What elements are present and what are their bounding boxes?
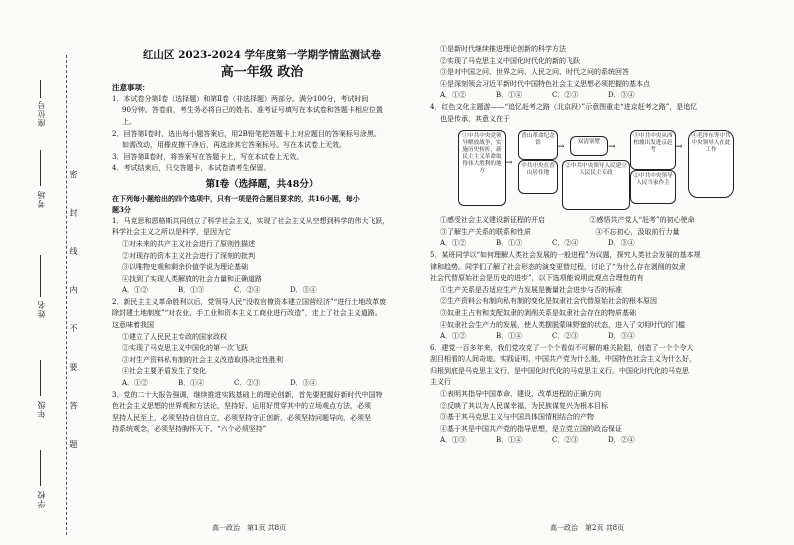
notes-line: 90分钟。答卷前，考生务必将自己的姓名、准考证号填写在本试卷和答题卡相应位置 xyxy=(122,106,383,115)
question-stem: 归根到底是马克思主义行，是中国化时代化的马克思主义行。中国化时代化的马克思 xyxy=(430,366,689,375)
question-6 xyxy=(430,343,785,447)
section-1-intro: 在下列每小题给出的四个选项中，只有一项是符合题目要求的，共16小题，每小 xyxy=(112,193,360,203)
grade-line xyxy=(40,360,41,396)
diagram-box-3: 双清别墅 xyxy=(570,136,608,156)
notes-line: 2．回答第Ⅰ卷时，选出每小题答案后，用2B铅笔把答题卡上对应题目的答案标号涂黑。 xyxy=(112,129,381,138)
statement-item: ③是对中国之问、世界之问、人民之问、时代之问的系统回答 xyxy=(440,68,629,77)
question-1 xyxy=(112,216,412,297)
question-stem: 色社会主义思想的世界观和方法论，坚持好、运用好贯穿其中的立场观点方法，必须 xyxy=(112,402,371,411)
statement-item: ①感受社会主义建设新征程的开启 xyxy=(440,216,545,225)
option-c[interactable]: C．②④ xyxy=(234,286,261,295)
grade-label: 年级 xyxy=(37,400,46,418)
statement-item: ②反映了其以为人民谋幸福，为民族谋复兴为根本目标 xyxy=(440,401,608,410)
page-2-footer: 高一政治 第2页 共8页 xyxy=(550,524,625,533)
option-d[interactable]: D．③④ xyxy=(608,332,635,341)
section-1-title: 第Ⅰ卷（选择题，共48分） xyxy=(205,178,319,190)
notes-line: 如需改动，用橡皮擦干净后，再选涂其它答案标号。写在本试卷上无效。 xyxy=(122,141,346,150)
statement-item: ②实现了马克思主义中国化的第一次飞跃 xyxy=(122,344,248,353)
option-b[interactable]: B．①④ xyxy=(496,332,523,341)
question-stem: 5．某班同学以“如何理解人类社会发展的一般进程”为议题，探究人类社会发展的基本规 xyxy=(430,250,701,259)
name-line xyxy=(40,255,41,297)
notes-line: 1．本试卷分第Ⅰ卷（选择题）和第Ⅱ卷（非选择题）两部分。满分100分，考试时间 xyxy=(112,94,369,103)
statement-item: ④基于其是中国共产党的指导思想，是立党立国的政治保证 xyxy=(440,424,622,433)
notes-heading: 注意事项： xyxy=(112,83,150,93)
page-2 xyxy=(430,0,785,545)
option-b[interactable]: B．①④ xyxy=(496,436,523,445)
name-label: 姓名 xyxy=(37,300,46,318)
diagram-box-2: 香山革命纪念馆 xyxy=(518,130,558,160)
page-1 xyxy=(112,0,412,545)
binding-strip xyxy=(6,0,106,545)
statement-item: ④是深刻领会习近平新时代中国特色社会主义思想必须把握的基本点 xyxy=(440,79,650,88)
school-label: 学校 xyxy=(37,490,46,508)
answer-options xyxy=(430,435,785,447)
option-c[interactable]: C．②④ xyxy=(552,239,579,248)
option-d[interactable]: D．③④ xyxy=(608,91,635,100)
diagram-arrow: → xyxy=(505,158,513,169)
statement-row xyxy=(430,215,785,227)
exam-room-label: 考场 xyxy=(37,190,46,208)
statement-item: ③奴隶主占有和支配奴隶的剥削关系是奴隶社会存在的物质基础 xyxy=(440,308,636,317)
diagram-box-5: ②中共中央领导人民建立人民民主专政 xyxy=(562,160,630,210)
question-stem: 刮目相看的人间奇迹。实践证明，中国共产党为什么能，中国特色社会主义为什么好， xyxy=(430,355,696,364)
option-a[interactable]: A．①② xyxy=(440,91,467,100)
exam-title: 红山区 2023-2024 学年度第一学期学情监测试卷 xyxy=(142,49,382,61)
option-d[interactable]: D．③④ xyxy=(290,286,317,295)
diagram-box-8: ②中共中央领导人民当家作主 xyxy=(630,170,676,204)
statement-item: ②实现了马克思主义中国化时代化的新的飞跃 xyxy=(440,56,580,65)
notes-line: 4．考试结束后，只交答题卡，本试卷请考生保留。 xyxy=(112,164,271,173)
diagram-box-6: ③中共中央从西柏坡出发进京赶考 xyxy=(630,130,676,170)
diagram-box-7: ④毛泽东等中共中央领导人在此工作 xyxy=(688,130,734,198)
notes-line: 3．回答第Ⅱ卷时，将答案写在答题卡上，写在本试卷上无效。 xyxy=(112,152,304,161)
option-a[interactable]: A．①② xyxy=(440,239,467,248)
option-b[interactable]: B．①④ xyxy=(178,379,205,388)
section-1-intro: 题3分 xyxy=(112,205,131,215)
question-stem: 除封建土地制度”“对农业、手工业和资本主义工商业进行改造”，走上了社会主义道路。 xyxy=(112,309,382,318)
statement-item: ③以唯物史观和剩余价值学说为理论基础 xyxy=(122,263,248,272)
option-a[interactable]: A．①② xyxy=(122,379,149,388)
question-stem: 这意味着我国 xyxy=(112,321,154,330)
question-2 xyxy=(112,297,412,390)
diagram-box-1: ①中共中央党领导解放战争，实施历史转折，新民主主义革命取得伟大胜利的地方 xyxy=(458,130,506,206)
diagram-arrow: → xyxy=(608,142,616,153)
notes-line: 上。 xyxy=(122,117,136,126)
option-d[interactable]: D．③④ xyxy=(608,239,635,248)
question-5 xyxy=(430,250,785,343)
question-stem: 3．党的二十大报告强调，继续推进实践基础上的理论创新，首先要把握好新时代中国特 xyxy=(112,390,383,399)
option-b[interactable]: B．①③ xyxy=(178,286,205,295)
statement-item: ①生产关系是否适应生产力发展是衡量社会进步与否的标准 xyxy=(440,285,622,294)
diagram-arrow: → xyxy=(675,142,683,153)
diagram-arrow: → xyxy=(557,142,565,153)
statement-item: ②对现存的资本主义社会进行了深刻的批判 xyxy=(122,251,255,260)
answer-options xyxy=(430,331,785,343)
option-d[interactable]: D．③④ xyxy=(290,379,317,388)
option-a[interactable]: A．①② xyxy=(440,332,467,341)
option-c[interactable]: C．②③ xyxy=(552,332,579,341)
statement-item: ④社会主要矛盾发生了变化 xyxy=(122,367,206,376)
question-stem: 1．马克思和恩格斯共同创立了科学社会主义，实现了社会主义从空想到科学的伟大飞跃， xyxy=(112,216,390,225)
statement-item: ④找到了实现人类解放的社会力量和正确道路 xyxy=(122,274,262,283)
question-stem: 持系统观念，必须坚持胸怀天下。“六个必须坚持” xyxy=(112,425,267,434)
statement-item: ④奴隶社会生产力的发展，使人类摆脱蒙昧野蛮的状态，进入了文明时代的门槛 xyxy=(440,320,685,329)
question-4 xyxy=(430,102,785,250)
option-a[interactable]: A．①② xyxy=(122,286,149,295)
question-stem: 坚持人民至上，必须坚持自信自立，必须坚持守正创新，必须坚持问题导向，必须坚 xyxy=(112,413,371,422)
statement-item: ②感悟共产党人“赶考”的初心使命 xyxy=(589,216,695,225)
page-1-footer: 高一政治 第1页 共8页 xyxy=(212,524,287,533)
option-b[interactable]: B．①④ xyxy=(496,91,523,100)
seal-dashed-line xyxy=(66,55,67,535)
question-stem: 6．建党一百多年来，我们党攻克了一个个看似不可解的难关险阻，创造了一个个令人 xyxy=(430,343,694,352)
route-diagram xyxy=(458,128,758,212)
answer-options xyxy=(112,285,412,297)
answer-options xyxy=(430,90,785,102)
question-3-continued xyxy=(430,44,785,102)
question-stem: 律和趋势。同学们了解了社会形态的演变更替过程，讨论了“为什么存在剥削的奴隶 xyxy=(430,262,686,271)
school-line xyxy=(40,450,41,486)
statement-item: ①对未来的共产主义社会进行了原则性描述 xyxy=(122,239,255,248)
exam-room-line xyxy=(40,150,41,186)
question-stem: 社会代替原始社会是历史的进步”，以下选项能说明此观点合理性的有 xyxy=(430,274,644,283)
statement-item: ①表明其指导中国革命、建设、改革进程的正确方向 xyxy=(440,390,601,399)
option-c[interactable]: C．②③ xyxy=(234,379,261,388)
option-b[interactable]: B．①③ xyxy=(496,239,523,248)
question-stem: 也是传承，其意义在于 xyxy=(440,114,510,123)
diagram-box-4: 中共中央在香山居住地 xyxy=(518,160,558,194)
answer-options xyxy=(112,378,412,390)
option-d[interactable]: D．②④ xyxy=(608,436,635,445)
statement-item: ①是新时代继续推进理论创新的科学方法 xyxy=(440,45,566,53)
option-c[interactable]: C．②③ xyxy=(552,436,579,445)
question-stem: 2．新民主主义革命胜利以后，党领导人民“没收官僚资本建立国营经济”“进行土地改革废 xyxy=(112,297,387,306)
statement-item: ④不忘初心，汲取前行力量 xyxy=(595,227,680,236)
statement-row xyxy=(430,227,785,239)
option-c[interactable]: C．②③ xyxy=(552,91,579,100)
seal-notice: 密 封 线 内 不 要 答 题 xyxy=(69,170,78,462)
seat-number-line xyxy=(40,80,41,98)
question-stem: 科学社会主义之所以是科学，是因为它 xyxy=(112,228,231,237)
question-stem: 主义行 xyxy=(430,378,451,387)
question-3-stem xyxy=(112,390,412,436)
statement-item: ③了解生产关系的联系和性质 xyxy=(440,227,531,236)
exam-subtitle: 高一年级 政治 xyxy=(220,64,304,80)
statement-item: ①建立了人民民主专政的国家政权 xyxy=(122,332,227,341)
statement-item: ②生产资料公有制向私有制的变化是奴隶社会代替原始社会的根本原因 xyxy=(440,297,657,306)
answer-options xyxy=(430,238,785,250)
option-a[interactable]: A．①③ xyxy=(440,436,467,445)
statement-item: ③对生产资料私有制的社会主义改造取得决定性胜利 xyxy=(122,355,283,364)
statement-item: ③基于其马克思主义与中国具体国情相结合的产物 xyxy=(440,413,594,422)
question-stem: 4．红色文化主题游——“追忆赶考之路（北京段）”示意图重走“进京赶考之路”，是追忆 xyxy=(430,102,698,111)
seat-number-label: 座位号 xyxy=(37,100,46,127)
